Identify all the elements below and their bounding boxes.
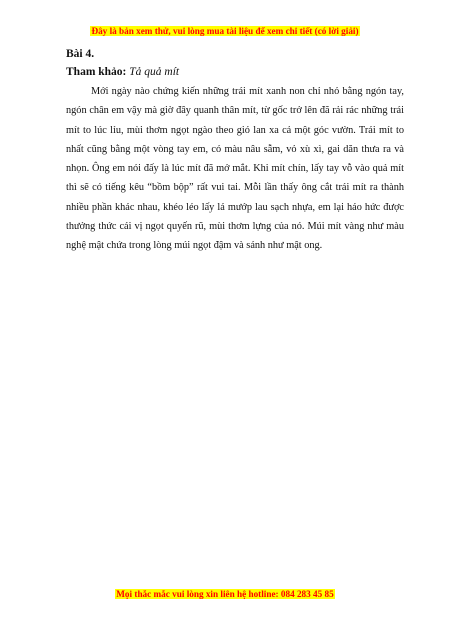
essay-paragraph: Mới ngày nào chứng kiến những trái mít xanh non chỉ nhỏ bằng ngón tay, ngón chân em vậy mà giờ đây quanh thân mít, từ gốc trở lên đã rải rác những trái mít to lúc lỉu, mùi thơm ngọt ngào theo gió lan xa cả một góc vườn. Trái mít to nhất cũng bằng một vòng tay em, có màu nâu sẫm, vỏ xù xì, gai dăn thưa ra và nhọn. Ông em nói đấy là lúc mít đã mở mắt. Khi mít chín, lấy tay vỗ vào quả mít thì sẽ có tiếng kêu “bồm bộp” rất vui tai. Mỗi lần thấy ông cắt trái mít ra thành nhiều phần khác nhau, khéo léo lấy lá mướp lau sạch nhựa, em lại háo hức được thưởng thức cái vị ngọt quyến rũ, mùi thơm lựng của nó. Múi mít vàng như màu nghệ mật chứa trong lòng múi ngọt đậm và sánh như mật ong.	[66, 86, 404, 252]
contact-notice-banner	[0, 589, 450, 600]
preview-notice-text: Đây là bản xem thử, vui lòng mua tài liệu để xem chi tiết (có lời giải)	[91, 26, 359, 36]
reference-title: Tả quả mít	[129, 66, 180, 78]
document-body	[66, 47, 404, 256]
reference-label: Tham khảo:	[66, 66, 127, 78]
reference-line	[66, 65, 404, 79]
contact-notice-text: Mọi thắc mắc vui lòng xin liên hệ hotline: 084 283 45 85	[116, 589, 334, 599]
exercise-heading: Bài 4.	[66, 48, 95, 60]
preview-notice-banner	[0, 26, 450, 37]
